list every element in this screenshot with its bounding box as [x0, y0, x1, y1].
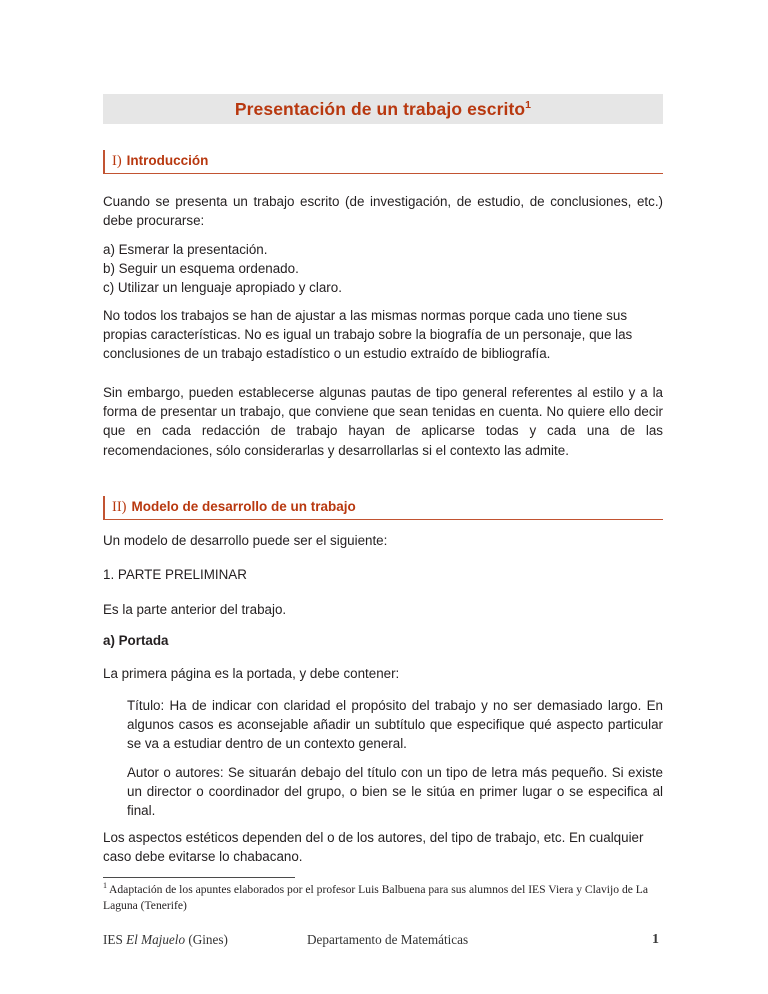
list-item: b) Seguir un esquema ordenado.: [103, 261, 299, 277]
footnote-text: Adaptación de los apuntes elaborados por el profesor Luis Balbuena para sus alumnos del IES Viera y Clavijo de La Laguna (Tenerife): [103, 883, 649, 912]
paragraph-normas: No todos los trabajos se han de ajustar a las mismas normas porque cada uno tiene sus propias características. No es igual un trabajo sobre la biografía de un personaje, que las conclusiones de un trabajo estadístico o un estudio extraído de bibliografía.: [103, 308, 633, 362]
footer-school: [103, 932, 228, 948]
page-title: [103, 94, 663, 124]
list-item: a) Esmerar la presentación.: [103, 242, 268, 257]
paragraph-parte-descripcion: Es la parte anterior del trabajo.: [103, 602, 287, 617]
footer-school-prefix: IES: [103, 932, 127, 947]
page-title-text: Presentación de un trabajo escrito: [234, 99, 526, 119]
footer-page-number: 1: [652, 932, 659, 947]
footer-school-name: El Majuelo: [126, 932, 186, 947]
heading-parte-preliminar: 1. PARTE PRELIMINAR: [103, 567, 247, 582]
footer-department: Departamento de Matemáticas: [307, 932, 469, 947]
section-heading-label: Introducción: [126, 153, 209, 168]
footnote-marker: 1: [103, 881, 107, 891]
title-footnote-marker: 1: [525, 99, 532, 112]
list-item: c) Utilizar un lenguaje apropiado y claro.: [103, 280, 342, 296]
paragraph-portada-intro: La primera página es la portada, y debe contener:: [103, 666, 400, 681]
paragraph-intro: Cuando se presenta un trabajo escrito (de investigación, de estudio, de conclusiones, etc.) debe procurarse:: [103, 194, 663, 229]
subheading-portada: a) Portada: [103, 633, 169, 648]
paragraph-autor-item: Autor o autores: Se situarán debajo del título con un tipo de letra más pequeño. Si existe un director o coordinador del grupo, o bien se le sitúa en primer lugar o se especifica al final.: [127, 765, 663, 819]
paragraph-pautas: Sin embargo, pueden establecerse algunas pautas de tipo general referentes al estilo y a la forma de presentar un trabajo, que conviene que sean tenidas en cuenta. No quiere ello decir que en cada redacción de trabajo hayan de aplicarse todas y cada una de las recomendaciones, sólo considerarlas y desarrollarlas si el contexto las admite.: [103, 385, 663, 458]
footer-school-suffix: (Gines): [185, 932, 228, 947]
footnote: [103, 882, 663, 913]
section-heading-label: Modelo de desarrollo de un trabajo: [131, 499, 356, 514]
footnote-separator-rule: [103, 877, 295, 878]
paragraph-aspectos-esteticos: Los aspectos estéticos dependen del o de los autores, del tipo de trabajo, etc. En cualquier caso debe evitarse lo chabacano.: [103, 830, 644, 865]
section-heading-introduccion: [103, 150, 663, 174]
section-roman-numeral: II): [112, 499, 127, 515]
page-footer: [103, 932, 663, 954]
section-heading-modelo-desarrollo: [103, 496, 663, 520]
section-heading-inner: [112, 150, 663, 170]
list-presentation-items: [103, 240, 663, 298]
paragraph-modelo-intro: Un modelo de desarrollo puede ser el siguiente:: [103, 533, 388, 548]
paragraph-titulo-item: Título: Ha de indicar con claridad el propósito del trabajo y no ser demasiado largo. En algunos casos es aconsejable añadir un subtítulo que especifique qué aspecto particular se va a estudiar dentro de un contexto general.: [127, 698, 663, 752]
section-heading-inner: [112, 496, 663, 516]
section-roman-numeral: I): [112, 153, 122, 169]
